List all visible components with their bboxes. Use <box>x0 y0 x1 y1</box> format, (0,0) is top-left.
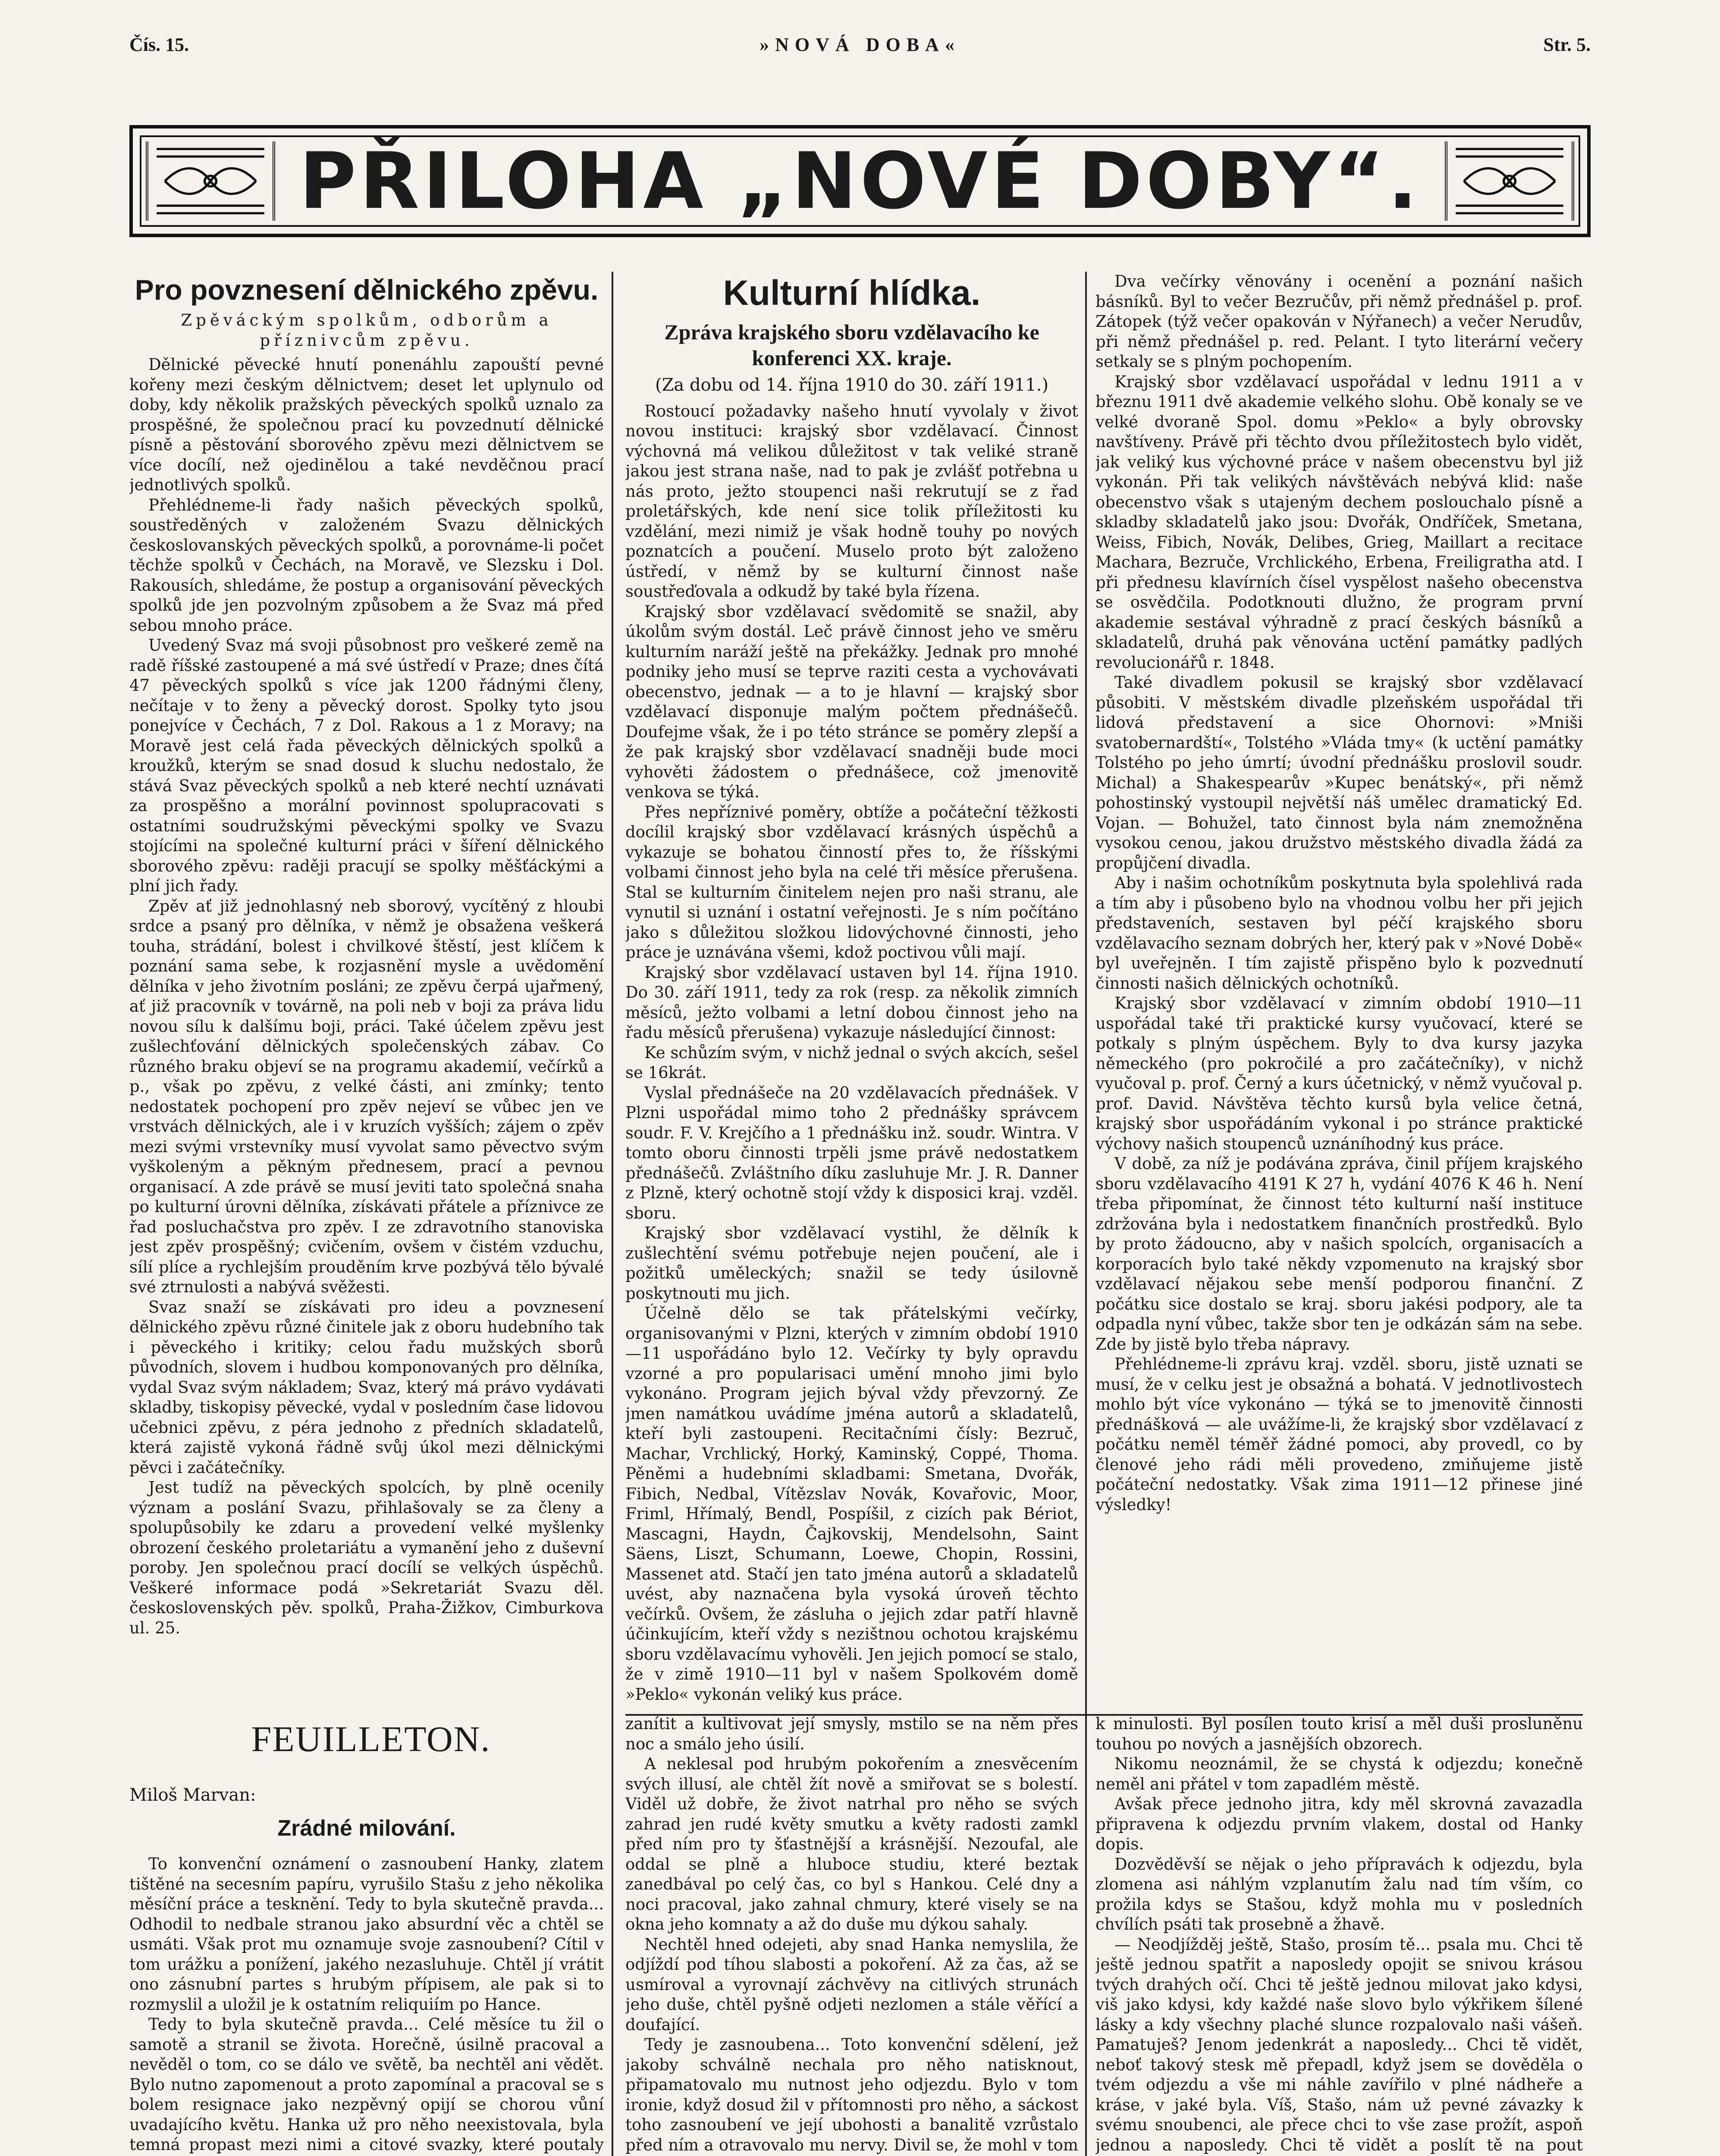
paragraph: Avšak přece jednoho jitra, kdy měl skrovná zavazadla připravena k odjezdu prvním vlakem, dostal od Hanky dopis. <box>1095 1795 1583 1853</box>
paragraph: V době, za níž je podávána zpráva, činil příjem krajského sboru vzdělavacího 4191 K 27 h, vydání 4076 K 46 h. Není třeba připomínat, že činnost této kulturní naší instituce zdržována byla i nedostatkem finančních prostředků. Bylo by proto žádoucno, aby v našich spolcích, organisacích a korporacích bylo také někdy vzpomenuto na krajský sbor vzdělavací nějakou sebe menší podporou finanční. Z počátku sice dostalo se kraj. sboru jakési podpory, ale ta odpadla nyní vůbec, takže sbor ten je odkázán sám na sebe. Zde by jistě bylo třeba nápravy. <box>1095 1154 1583 1354</box>
paragraph: Vyslal přednášeče na 20 vzdělavacích přednášek. V Plzni uspořádal mimo toho 2 přednášky správcem soudr. F. V. Krejčího a 1 přednášku inž. soudr. Wintra. V tomto oboru činnosti trpěli jsme právě nedostatkem přednášečů. Zvláštního díku zasluhuje Mr. J. R. Danner z Plzně, který ochotně stojí vždy k disposici kraj. vzděl. sboru. <box>625 1083 1078 1222</box>
page-number: Str. 5. <box>1543 34 1591 55</box>
article-subtitle: Zpráva krajského sboru vzdělavacího ke konferenci XX. kraje. <box>664 320 1039 370</box>
article-title: Pro povznesení dělnického zpěvu. <box>135 274 599 306</box>
paragraph: Tedy to byla skutečně pravda... Celé měsíce tu žil o samotě a stranil se života. Horečně, úsilně pracoval a nevěděl o tom, co se dálo ve světě, ba nechtěl ani vědět. Bylo nutno zapomenout a proto zapomínal a pracoval se s bolem resignace jako nezpěvný opijí se chorou vůní uvadajícího květu. Hanka už pro něho neexistovala, byla temná propast mezi nimi a citové svazky, které poutaly <box>129 2015 604 2154</box>
paragraph: A neklesal pod hrubým pokořením a znesvěcením svých illusí, ale chtěl žít nově a smiřovat se s bolestí. Viděl už dobře, že život natrhal pro něho se svých zahrad jen rudé květy smutku a květy radosti zamkl před ním pro ty šťastnější a krásnější. Nezoufal, ale oddal se plně a hluboce studiu, které beztak zanedbával po celý čas, co byl s Hankou. Celé dny a noci pracoval, jako zahnal chmury, které visely se na okna jeho komnaty a až do duše mu dýkou sahaly. <box>625 1755 1078 1934</box>
report-period: (Za dobu od 14. října 1910 do 30. září 1911.) <box>655 375 1048 395</box>
right-ornament-icon <box>1445 141 1574 221</box>
paragraph: Svaz snaží se získávati pro ideu a povznesení dělnického zpěvu různé činitele jak z oboru hudebního tak i pěveckého i kritiky; celou řadu mužských sborů původních, slovem i hudbou komponovaných pro dělníka, vydal Svaz svým nákladem; Svaz, který má právo vydávati skladby, tiskopisy pěvecké, vydal v posledním čase lidovou učebnici zpěvu, z péra jednoho z předních skladatelů, která zajistě vykoná řádně svůj úkol mezi dělnickými pěvci i začátečníky. <box>129 1297 604 1477</box>
supplement-title: PŘILOHA „NOVÉ DOBY“. <box>299 136 1421 226</box>
paragraph: Jest tudíž na pěveckých spolcích, by plně ocenily význam a poslání Svazu, přihlašovaly se za členy a spolupůsobily ke zdaru a provedení velké myšlenky obrození českého proletariátu a vymanění jeho z duševní poroby. Jen společnou prací docílí se velkých úspěchů. Veškeré informace podá »Sekretariát Svazu děl. československých pěv. spolků, Praha-Žižkov, Cimburkova ul. 25. <box>129 1478 604 1637</box>
paragraph: Dva večírky věnovány i ocenění a poznání našich básníků. Byl to večer Bezručův, při němž přednášel p. prof. Zátopek (týž večer opakován v Nýřanech) a večer Nerudův, při němž přednášel p. red. Pelant. I tyto literární večery setkaly se s plným pochopením. <box>1095 272 1583 371</box>
supplement-masthead <box>129 125 1591 237</box>
feuilleton-column-1 <box>129 1854 604 2156</box>
page-header <box>129 21 1591 68</box>
paragraph: Tedy je zasnoubena... Toto konvenční sdělení, jež jakoby schválně nechala pro něho natisknout, připamatovalo mu nutnost jeho odjezdu. Bylo v tom ironie, když dosud žil v přítomnosti pro něho, a sáckost toho zasnoubení ve její ubohosti a banalitě vzrůstalo před ním a otravovalo mu nervy. Divil se, že mohl v tom <box>625 2035 1078 2154</box>
feuilleton-title: Zrádné milování. <box>277 1816 456 1841</box>
paragraph: Krajský sbor vzdělavací uspořádal v lednu 1911 a v březnu 1911 dvě akademie velkého slohu. Obě konaly se ve velké dvoraně Spol. domu »Peklo« a byly obrovsky navštíveny. Právě při těchto dvou příležitostech bylo vidět, jak veliký kus výchovné práce v našem obecenstvu byl již vykonán. Při tak velikých návštěvách nebývá klid: naše obecenstvo však s utajeným dechem poslouchalo písně a skladby skladatelů jako jsou: Dvořák, Ondříček, Smetana, Weiss, Fibich, Novák, Delibes, Grieg, Maillart a recitace Machara, Bezruče, Vrchlického, Erbena, Freiligratha atd. I při přednesu klavírních čísel vyspělost našeho obecenstva se osvědčila. Podotknouti dlužno, že program první akademie sestával výhradně z prací českých básníků a skladatelů, druhá pak věnována uctění památky padlých revolucionářů r. 1848. <box>1095 372 1583 672</box>
paragraph: Také divadlem pokusil se krajský sbor vzdělavací působiti. V městském divadle plzeňském uspořádal tři lidová představení a sice Ohornovi: »Mniši svatobernardští«, Tolstého »Vláda tmy« (k uctění památky Tolstého po jeho úmrtí; úvodní přednášku proslovil soudr. Michal) a Shakespearův »Kupec benátský«, při němž pohostinský vystoupil největší náš umělec dramatický Ed. Vojan. — Bohužel, tato činnost byla nám znemožněna vysokou cenou, jakou družstvo městského divadla žádá za propůjčení divadla. <box>1095 673 1583 872</box>
paragraph: Přehlédneme-li zprávu kraj. vzděl. sboru, jistě uznati se musí, že v celku jest je obsažná a bohatá. V jednotlivostech mohlo být více vykonáno — týká se to jmenovitě činnosti přednášková — ale uvážíme-li, že krajský sbor vzdělavací z počátku neměl téměř žádné pomoci, aby provedl, co by členové jeho rádi měli provedeno, zmiňujeme jistě počáteční nedostatky. Však zima 1911—12 přinese jiné výsledky! <box>1095 1355 1583 1514</box>
paragraph: Uvedený Svaz má svoji působnost pro veškeré země na radě říšské zastoupené a má své ústředí v Praze; dnes čítá 47 pěveckých spolků s více jak 1200 řádnými členy, nečítaje v to ženy a pěvecký dorost. Spolky tyto jsou ponejvíce v Čechách, 7 z Dol. Rakous a 1 z Moravy; na Moravě jest celá řada pěveckých dělnických spolků a kroužků, kterým se snad dosud k sluchu nedostalo, že stává Svaz pěveckých spolků a neb které nechtí uznávati za prospěšno a morální povinnost spolupracovati s ostatními soudružskými pěveckými spolky ve Svazu stojícími na společné kulturní práci v šíření dělnického sborového zpěvu: raději pracují se spolky měšťáckými a plní jich řady. <box>129 636 604 895</box>
feuilleton-column-2 <box>625 1714 1078 2156</box>
paragraph: Krajský sbor vzdělavací vystihl, že dělník k zušlechtění svému potřebuje nejen poučení, ale i požitků uměleckých; snažil se tedy úsilovně poskytnouti mu jich. <box>625 1224 1078 1303</box>
column-rule <box>1085 272 1087 2156</box>
paragraph: — Neodjížděj ještě, Stašo, prosím tě... psala mu. Chci tě ještě jednou spatřit a naposledy opojit se snivou krásou tvých drahých očí. Chci tě ještě jednou milovat jako kdysi, viš jako kdysi, kdy každé naše slovo bylo výkřikem šílené lásky a kdy všechny plaché slunce rozpalovalo naši vášeň. Pamatuješ? Jenom jedenkrát a naposledy... Chci tě vidět, neboť takový stesk mě přepadl, když jsem se dověděla o tvém odjezdu a vše mi náhle zavířilo v plné nádheře a kráse, v jaké byla. Víš, Stašo, nám už pevné závazky k svému snoubenci, ale přece chci to vše zase prožít, aspoň jednou a naposledy. Chci tě vidět a poslít tě na pout <box>1095 1935 1583 2154</box>
paragraph: Nechtěl hned odejeti, aby snad Hanka nemyslila, že odjíždí pod tíhou slabosti a pokoření. Až za čas, až se usmíroval a vyrovnají záchvěvy na citlivých strunách jeho duše, chtěl pyšně odjeti nezlomen a stále věřící a doufající. <box>625 1935 1078 2034</box>
paragraph: Nikomu neoznámil, že se chystá k odjezdu; konečně neměl ani přátel v tom zapadlém městě. <box>1095 1755 1583 1793</box>
paragraph: Krajský sbor vzdělavací ustaven byl 14. října 1910. Do 30. září 1911, tedy za rok (resp. za několik zimních měsíců, ježto volbami a letní dobou činnost jeho na řadu měsíců přerušena) vykazuje následující činnost: <box>625 963 1078 1042</box>
article-dedication: Zpěváckým spolkům, odborům a příznivcům zpěvu. <box>181 311 552 350</box>
paragraph: k minulosti. Byl posílen touto krisí a měl duši prosluněnu touhou po nových a jasnějších obzorech. <box>1095 1714 1583 1753</box>
article-cultural-watch <box>625 272 1078 1720</box>
paragraph: Aby i našim ochotníkům poskytnuta byla spolehlivá rada a tím aby i působeno bylo na vhodnou volbu her při jejich představeních, sestaven byl péčí krajského sboru vzdělavacího seznam dobrých her, který pak v »Nové Době« byl uveřejněn. I tím zajistě přispěno bylo k pozvednutí činnosti našich dělnických ochotníků. <box>1095 874 1583 993</box>
paragraph: Zpěv ať již jednohlasný neb sborový, vycítěný z hloubi srdce a psaný pro dělníka, v němž je obsažena veškerá touha, strádání, bolest i chvilkové štěstí, jest klíčem k poznání sama sebe, k rozjasnění mysle a uvědomění dělníka v jeho životním posláni; ze zpěvu čerpá ujařmený, ať již pracovník v továrně, na poli neb v boji za práva lidu novou sílu k dalšímu boji, práci. Také účelem zpěvu jest zušlechťování dělnických společenských zábav. Co různého braku objeví se na programu akademií, večírků a p., však po zpěvu, z velké části, ani zmínky; tento nedostatek pochopení pro zpěv nejeví se vůbec jen ve vrstvách dělnických, ale i v kruzích vyšších; zájem o zpěv mezi svými vrstevníky musí vyvolat samo pěvectvo svým vyškoleným a pěkným přednesem, prací a pevnou organisací. A zde právě se musí jeviti tato společná snaha po kulturní úrovni dělníka, získávati přátele a příznivce ze řad posluchačstva pro zpěv. I ze zdravotního stanoviska jest zpěv prospěšný; cvičením, ovšem v čistém vzduchu, sílí plíce a rychlejším prouděním krve pozbývá tělo bývalé své ztrnulosti a nabývá svěžesti. <box>129 896 604 1296</box>
paragraph: Účelně dělo se tak přátelskými večírky, organisovanými v Plzni, kterých v zimním období 1910—11 uspořádáno bylo 12. Večírky ty byly opravdu vzorné a pro popularisaci umění mnoho jimi bylo vykonáno. Program jejich býval vždy převzorný. Ze jmen namátkou uvádíme jména autorů a skladatelů, kteří byli zastoupeni. Recitačními čísly: Bezruč, Machar, Vrchlický, Horký, Kaminský, Coppé, Thoma. Pěněmi a hudebními skladbami: Smetana, Dvořák, Fibich, Nedbal, Vítězslav Novák, Kovařovic, Moor, Friml, Hřímalý, Bendl, Pospíšil, z cizích pak Bériot, Mascagni, Haydn, Čajkovskij, Mendelsohn, Saint Säens, Liszt, Schumann, Loewe, Chopin, Rossini, Massenet atd. Stačí jen tato jména autorů a skladatelů uvést, aby naznačena byla vysoká úroveň těchto večírků. Ovšem, že zásluha o jejich zdar patří hlavně účinkujícím, kteří vždy s nezištnou ochotou krajskému sboru vzdělavacímu vyhověli. Jen jejich pomocí se stalo, že v zimě 1910—11 byl v našem Spolkovém domě »Peklo« vykonán veliký kus práce. <box>625 1304 1078 1704</box>
paragraph: Krajský sbor vzdělavací v zimním období 1910—11 uspořádal také tři praktické kursy vyučovací, které se potkaly s plným úspěchem. Byly to dva kursy jazyka německého (pro pokročilé a pro začátečníky), v nichž vyučoval p. prof. Černý a kurs účetnický, v němž vyučoval p. prof. David. Návštěva těchto kursů byla velice četná, krajský sbor uspořádáním vykonal i po stránce praktické výchovy našich stoupenců uznáníhodný kus práce. <box>1095 994 1583 1153</box>
feuilleton-author: Miloš Marvan: <box>129 1785 256 1805</box>
paragraph: Rostoucí požadavky našeho hnutí vyvolaly v život novou instituci: krajský sbor vzdělavací. Činnost výchovná má velikou důležitost v tak veliké straně jakou jest strana naše, nad to pak je zvlášť potřebna u nás proto, ježto stoupenci naši rekrutují se z řad proletářských, kde není sice tolik příležitosti ku vzdělání, mezi nimiž je však hodně touhy po nových poznatcích a poučení. Muselo proto být založeno ústředí, v němž by se kulturní činnost naše soustřeďovala a odkudž by také byla řízena. <box>625 401 1078 601</box>
article-title: Kulturní hlídka. <box>723 273 981 313</box>
column-rule <box>612 272 613 2156</box>
paragraph: Ke schůzím svým, v nichž jednal o svých akcích, sešel se 16krát. <box>625 1043 1078 1082</box>
newspaper-name: »NOVÁ DOBA« <box>760 34 960 55</box>
paragraph: Přehlédneme-li řady našich pěveckých spolků, soustředěných v založeném Svazu dělnických českoslovanských pěveckých spolků, a porovnáme-li počet těchže spolků v Čechách, na Moravě, ve Slezsku i Dol. Rakousích, shledáme, že postup a organisování pěveckých spolků jde jen pozvolným způsobem a že Svaz má před sebou mnoho práce. <box>129 495 604 635</box>
left-ornament-icon <box>146 141 275 221</box>
paragraph: Dělnické pěvecké hnutí ponenáhlu zapouští pevné kořeny mezi českým dělnictvem; deset let uplynulo od doby, kdy několik pražských pěveckých spolků uznalo za prospěšné, že společnou prací ku povzednutí dělnické písně a pěstování sborového zpěvu mezi dělnictvem se více docílí, než ojedinělou a také nevděčnou prací jednotlivých spolků. <box>129 355 604 494</box>
feuilleton-heading: FEUILLETON. <box>251 1719 491 1759</box>
paragraph: Přes nepříznivé poměry, obtíže a počáteční těžkosti docílil krajský sbor vzdělavací krásných úspěchů a vykazuje se bohatou činností přes to, že říšskými volbami činnost jeho byla na celé tři měsíce přerušena. Stal se kulturním činitelem nejen pro naši stranu, ale vynutil si uznání i ostatní veřejnosti. Je s ním počítáno jako s důležitou složkou lidovýchovné činnosti, jeho práce je uznávána všemi, kdož poctivou vůli mají. <box>625 802 1078 962</box>
paragraph: Dozvěděvší se nějak o jeho přípravách k odjezdu, byla zlomena asi náhlým vzplanutím žalu nad tím vším, co prožila kdys se Stašou, když mohla mu v posledních chvílích psáti tak prosebně a žhavě. <box>1095 1855 1583 1934</box>
article-cultural-watch-continued <box>1095 272 1583 1720</box>
paragraph: zanítit a kultivovat její smysly, mstilo se na něm přes noc a smálo jeho úsilí. <box>625 1714 1078 1753</box>
paragraph: Krajský sbor vzdělavací svědomitě se snažil, aby úkolům svým dostál. Leč právě činnost jeho ve směru kulturním naráží ještě na překážky. Jednak pro mnohé podniky jeho musí se teprve raziti cesta a vychovávati obecenstvo, jednak — a to je hlavní — krajský sbor vzdělavací disponuje malým počtem přednášečů. Doufejme však, že i po této stránce se poměry zlepší a že pak krajský sbor vzdělavací snadněji bude moci vyhověti žádostem o přednášece, což jmenovitě venkova se týká. <box>625 602 1078 801</box>
issue-number: Čís. 15. <box>129 34 189 55</box>
article-singing <box>129 272 604 1720</box>
masthead-frame <box>140 135 1580 227</box>
paragraph: To konvenční oznámení o zasnoubení Hanky, zlatem tištěné na secesním papíru, vyrušilo Stašu z jeho několika měsíční práce a tesknění. Tedy to byla skutečně pravda... Odhodil to nedbale stranou jako absurdní věc a chtěl se usmáti. Však prot mu oznamuje svoje zasnoubení? Cítil v tom urážku a ponížení, jakého nezasluhuje. Chtěl jí vrátit ono zásnubní partes s hrubým přípisem, ale pak si to rozmyslil a uložil je k ostatním reliquiím po Hance. <box>129 1855 604 2014</box>
feuilleton-column-3 <box>1095 1714 1583 2156</box>
